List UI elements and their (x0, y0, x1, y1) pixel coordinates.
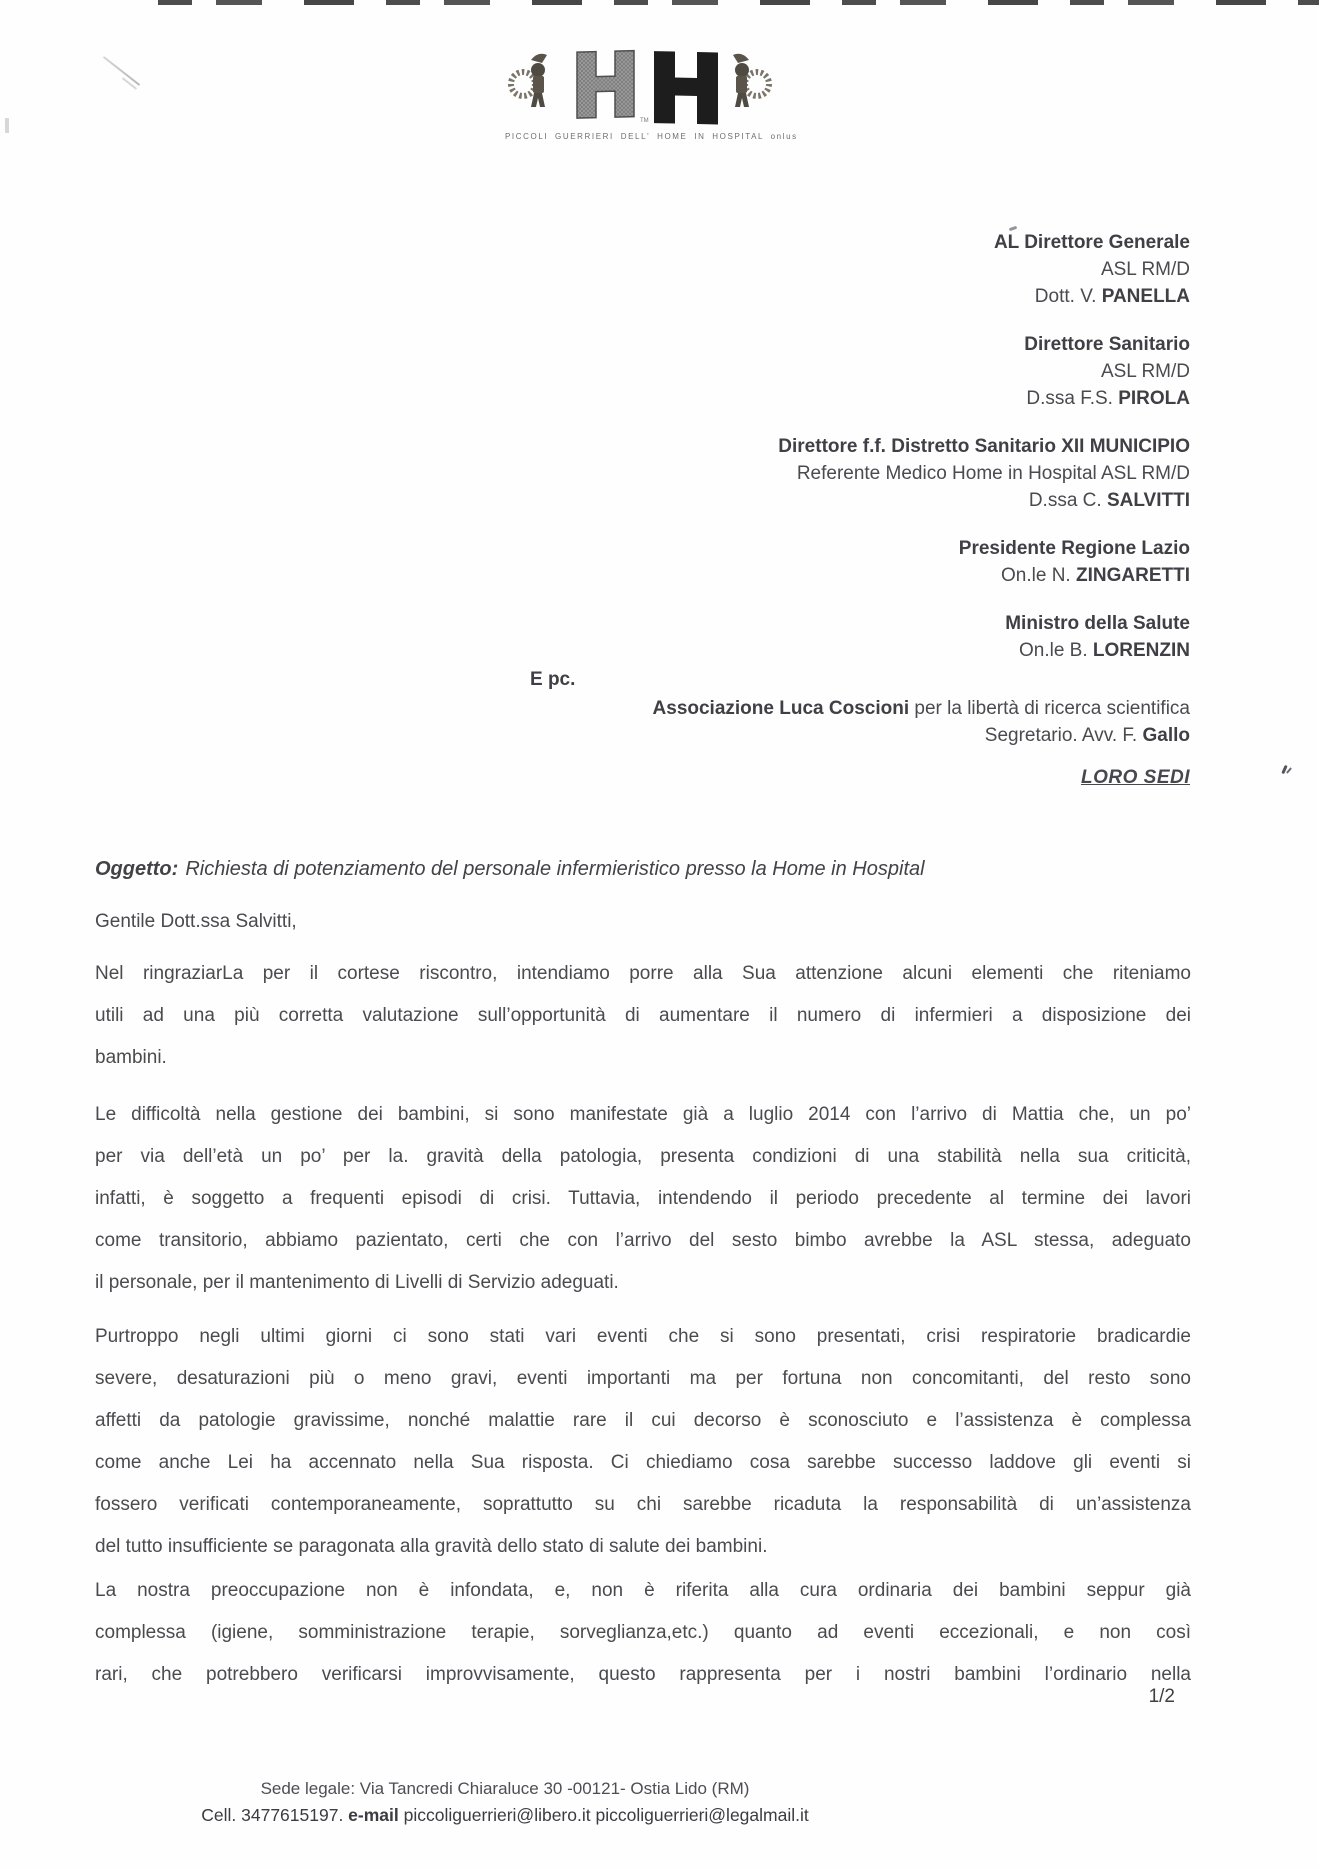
footer-emails: piccoliguerrieri@libero.it piccoliguerrieri@legalmail.it (398, 1805, 809, 1825)
page-number: 1/2 (1148, 1686, 1175, 1707)
subject-label: Oggetto: (95, 858, 179, 880)
recipient-person: On.le N. ZINGARETTI (1001, 565, 1190, 586)
letter-h-right (654, 51, 718, 124)
scan-artifact-top-edge (158, 0, 1319, 5)
body-line: rari, che potrebbero verificarsi improvvisamente, questo rappresenta per i nostri bambini l’ordinario nella (95, 1664, 1191, 1685)
footer-email-label: e-mail (348, 1805, 399, 1825)
body-line: del tutto insufficiente se paragonata alla gravità dello stato di salute dei bambini. (95, 1536, 768, 1557)
recipient-region-president (778, 535, 1190, 589)
recipient-person: On.le B. LORENZIN (1018, 640, 1190, 661)
recipient-title: Direttore Sanitario (1024, 334, 1190, 355)
left-warrior-icon (511, 54, 547, 107)
body-line: fossero verificati contemporaneamente, soprattutto su chi sarebbe ricaduta la responsabilità di un’assistenza (95, 1494, 1191, 1515)
body-line: Le difficoltà nella gestione dei bambini, si sono manifestate già a luglio 2014 con l’arrivo di Mattia che, un po’ (95, 1104, 1191, 1125)
recipient-title: AL Direttore Generale (993, 232, 1190, 253)
cc-secretary-line: Segretario. Avv. F. Gallo (984, 725, 1190, 746)
tm-mark: TM (640, 118, 649, 124)
recipient-org: Referente Medico Home in Hospital ASL RM/D (796, 463, 1190, 484)
footer-contacts (0, 1805, 1010, 1826)
logo-caption: PICCOLI GUERRIERI DELL' HOME IN HOSPITAL onlus (505, 132, 798, 141)
recipient-health-minister (778, 610, 1190, 664)
body-line: La nostra preoccupazione non è infondata, e, non è riferita alla cura ordinaria dei bambini seppur già (95, 1580, 1191, 1601)
recipient-district-director (778, 433, 1190, 514)
paragraph-3 (95, 1316, 1191, 1568)
loro-sedi: LORO SEDI (1080, 767, 1190, 788)
paragraph-1 (95, 953, 1191, 1079)
right-warrior-icon (733, 54, 769, 107)
footer-address: Sede legale: Via Tancredi Chiaraluce 30 -00121- Ostia Lido (RM) (260, 1779, 750, 1798)
recipient-org: ASL RM/D (1100, 259, 1190, 280)
body-line: bambini. (95, 1047, 167, 1068)
pencil-mark (103, 56, 140, 86)
cc-association-line: Associazione Luca Coscioni per la libertà di ricerca scientifica (652, 698, 1190, 719)
body-line: Purtroppo negli ultimi giorni ci sono stati vari eventi che si sono presentati, crisi respiratorie bradicardie (95, 1326, 1191, 1347)
body-line: come anche Lei ha accennato nella Sua risposta. Ci chiediamo cosa sarebbe successo laddove gli eventi si (95, 1452, 1191, 1473)
body-line: complessa (igiene, somministrazione terapie, sorveglianza,etc.) quanto ad eventi eccezionali, e non così (95, 1622, 1191, 1643)
org-logo (505, 44, 798, 141)
paragraph-2 (95, 1094, 1191, 1304)
recipient-block (778, 229, 1190, 685)
body-line: utili ad una più corretta valutazione sull’opportunità di aumentare il numero di infermieri a disposizione dei (95, 1005, 1191, 1026)
recipient-person: D.ssa F.S. PIROLA (1026, 388, 1190, 409)
letter-h-left (577, 51, 634, 118)
body-line: affetti da patologie gravissime, nonché malattie rare il cui decorso è sconosciuto e l’assistenza è complessa (95, 1410, 1191, 1431)
hh-logo-graphic (505, 44, 775, 126)
recipient-health-director (778, 331, 1190, 412)
scan-speck (5, 118, 9, 133)
recipient-title: Direttore f.f. Distretto Sanitario XII MUNICIPIO (778, 436, 1190, 457)
body-line: per via dell’età un po’ per la. gravità della patologia, presenta condizioni di una stabilità nella sua criticità, (95, 1146, 1191, 1167)
paragraph-4 (95, 1570, 1191, 1696)
footer-cell: Cell. 3477615197. (201, 1805, 349, 1825)
salutation: Gentile Dott.ssa Salvitti, (95, 911, 297, 932)
ink-squiggle (1281, 764, 1293, 778)
body-line: Nel ringraziarLa per il cortese riscontro, intendiamo porre alla Sua attenzione alcuni elementi che riteniamo (95, 963, 1191, 984)
body-line: infatti, è soggetto a frequenti episodi di crisi. Tuttavia, intendendo il periodo precedente al termine dei lavori (95, 1188, 1191, 1209)
recipient-person: Dott. V. PANELLA (1034, 286, 1190, 307)
body-line: severe, desaturazioni più o meno gravi, eventi importanti ma per fortuna non concomitanti, del resto sono (95, 1368, 1191, 1389)
body-line: il personale, per il mantenimento di Livelli di Servizio adeguati. (95, 1272, 619, 1293)
recipient-person: D.ssa C. SALVITTI (1028, 490, 1190, 511)
recipient-org: ASL RM/D (1100, 361, 1190, 382)
recipient-director-general (778, 229, 1190, 310)
recipient-title: Ministro della Salute (1005, 613, 1190, 634)
subject-line (95, 858, 1195, 881)
body-line: come transitorio, abbiamo pazientato, certi che con l’arrivo del sesto bimbo avrebbe la ASL stessa, adeguato (95, 1230, 1191, 1251)
cc-label: E pc. (530, 669, 576, 690)
recipient-title: Presidente Regione Lazio (958, 538, 1190, 559)
subject-text: Richiesta di potenziamento del personale infermieristico presso la Home in Hospital (185, 858, 925, 880)
